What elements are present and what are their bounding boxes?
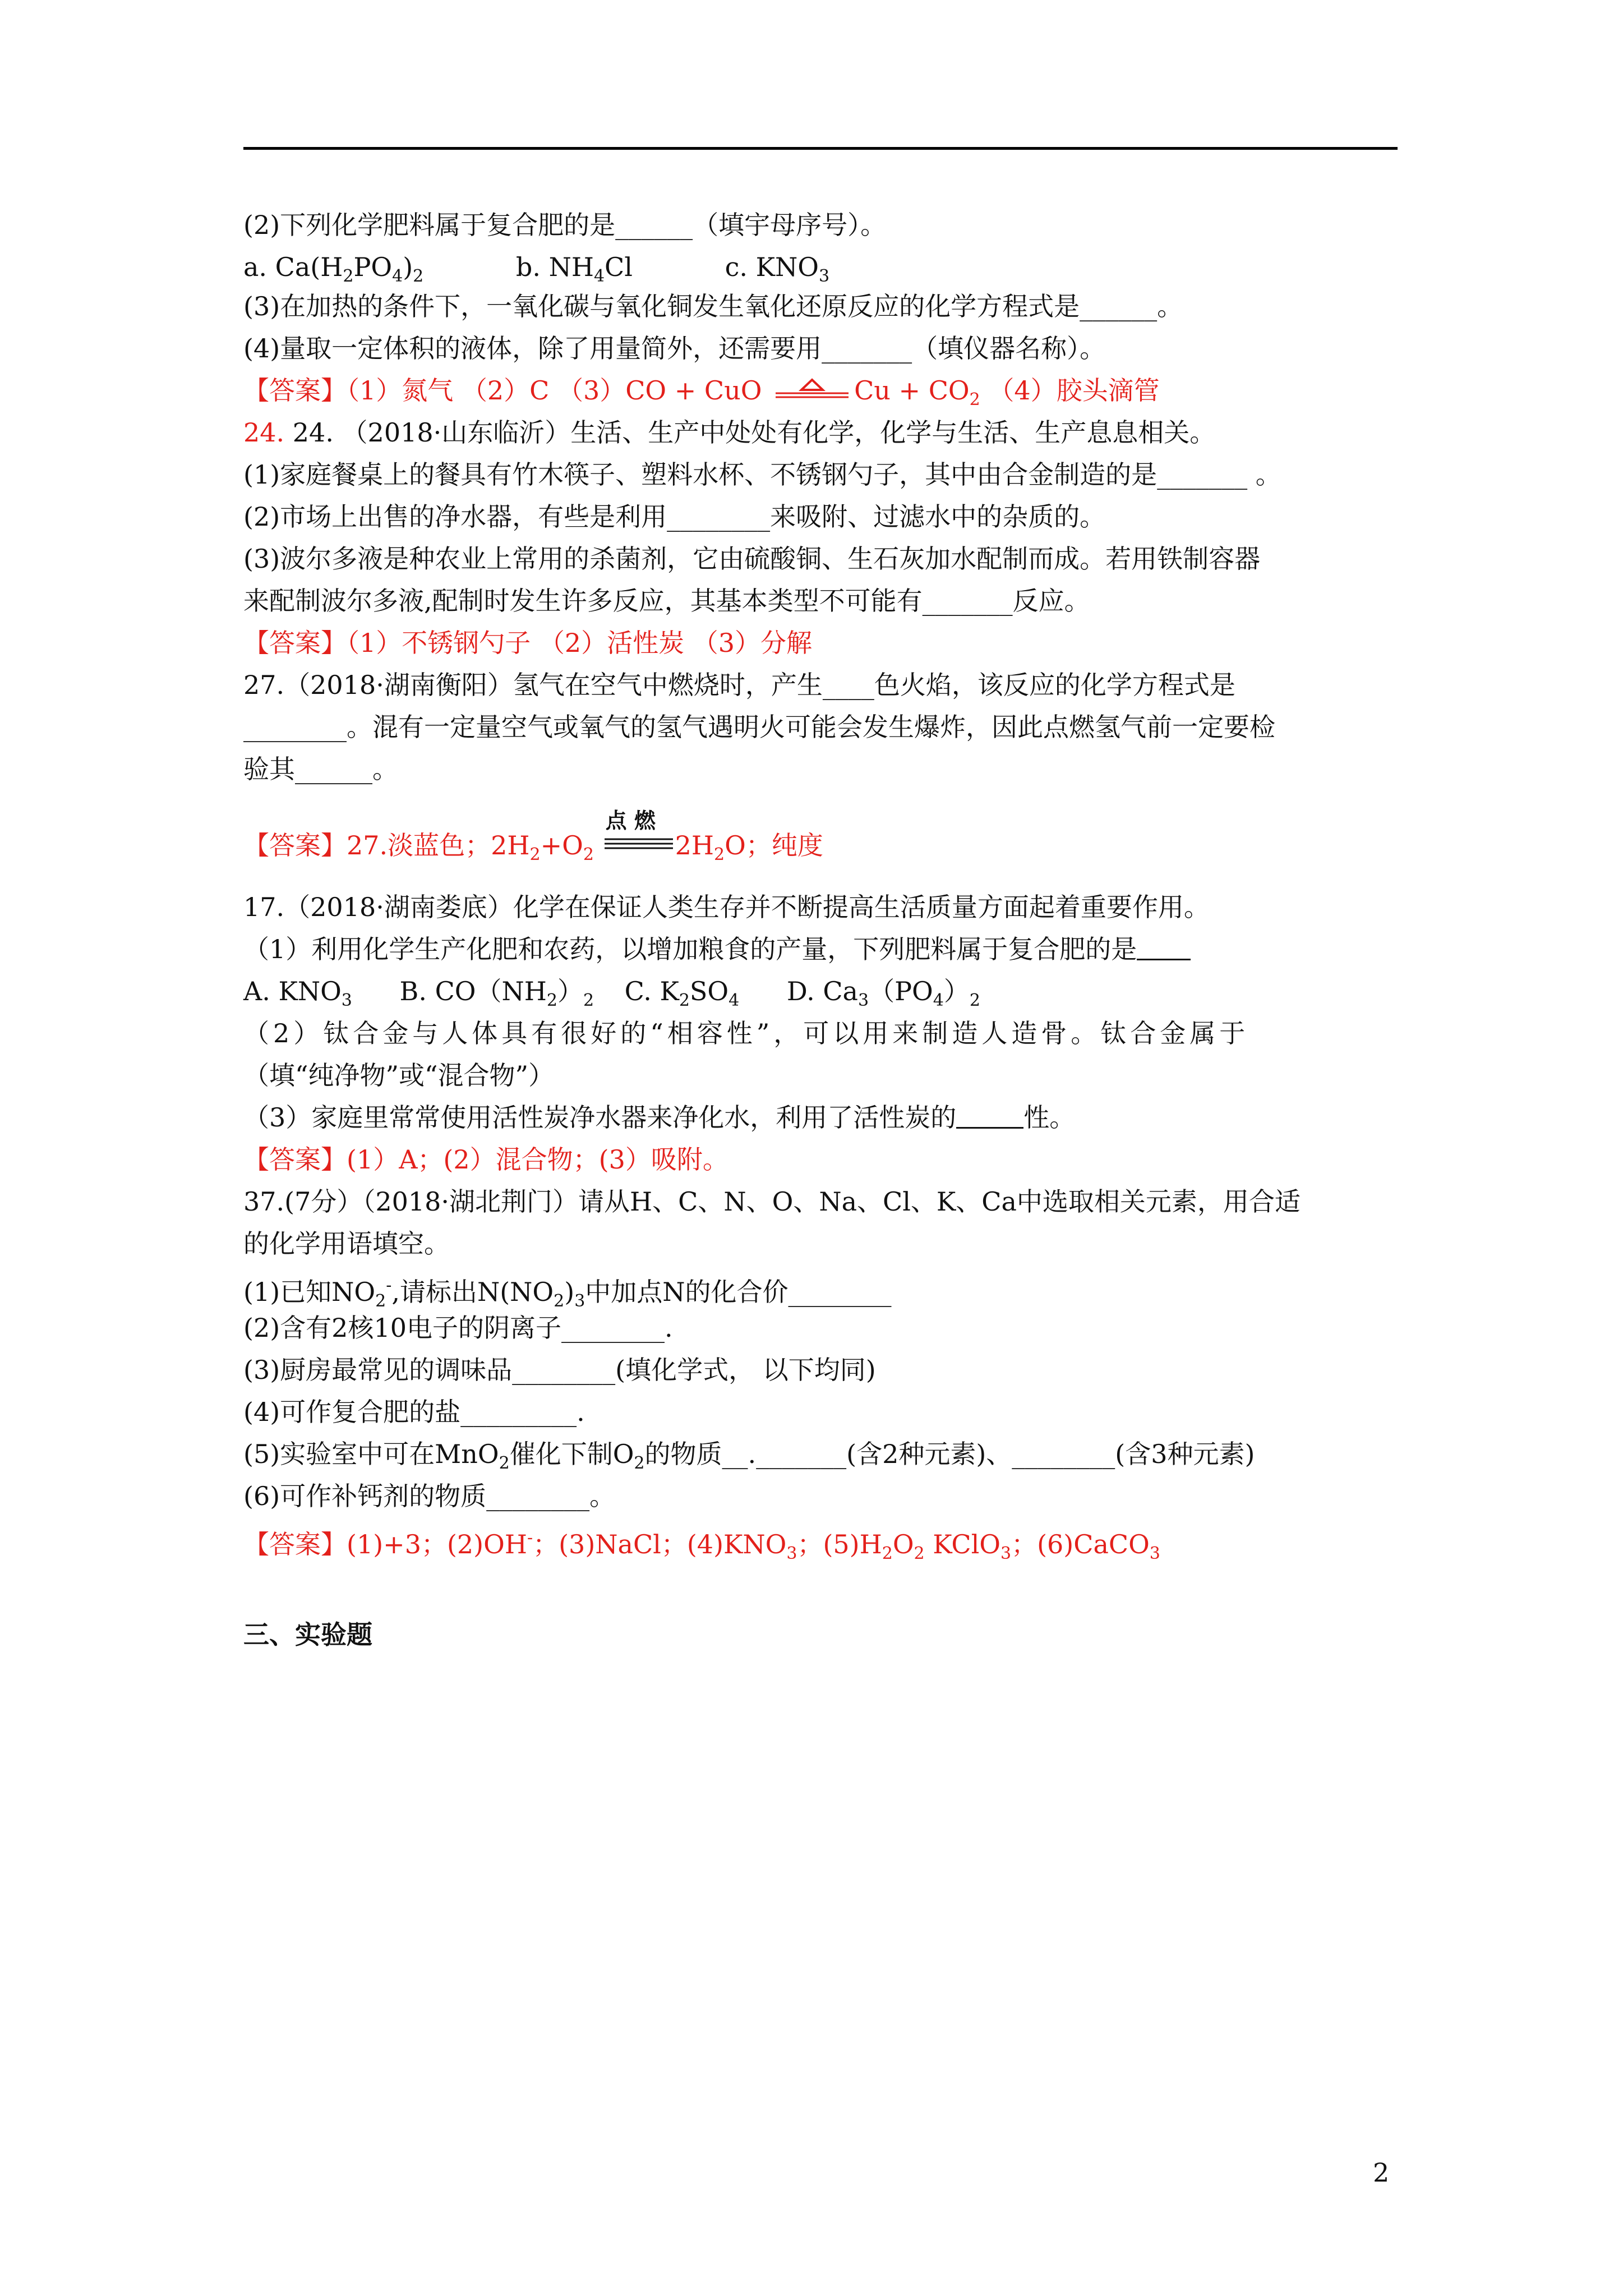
q17-options: A. $KNO_3$ B. $CO(NH_2)_2$ C. $K_2SO_4$ D. $Ca_3(PO_4)_2$ <box>243 976 980 1010</box>
q37-part6: (6)可作补钙剂的物质________。 <box>243 1481 616 1511</box>
q37-part1: (1)已知$NO_2^-$,请标出$N(NO_2)_3$中加点N的化合价________ <box>243 1276 892 1311</box>
heat-condition-icon <box>770 375 854 411</box>
q17-stem: 17.（2018·湖南娄底）化学在保证人类生存并不断提高生活质量方面起着重要作用。 <box>243 892 1210 922</box>
q27-line1: 27.（2018·湖南衡阳）氢气在空气中燃烧时，产生____色火焰，该反应的化学方程式是 <box>243 670 1235 700</box>
q23-part3: (3)在加热的条件下，一氧化碳与氧化铜发生氧化还原反应的化学方程式是______。 <box>243 291 1183 321</box>
q23-options: a. $Ca(H_2PO_4)_2$ b. $NH_4Cl$ c. $KNO_3$ <box>243 252 830 286</box>
q37-part4: (4)可作复合肥的盐_________. <box>243 1397 585 1427</box>
q37-stem-line2: 的化学用语填空。 <box>243 1228 450 1259</box>
q24-part3-line2: 来配制波尔多液,配制时发生许多反应，其基本类型不可能有_______反应。 <box>243 586 1090 616</box>
q17-part1: （1）利用化学生产化肥和农药，以增加粮食的产量，下列肥料属于复合肥的是 <box>243 933 1191 965</box>
q37-stem-line1: 37.(7分）（2018·湖北荆门）请从H、C、N、O、Na、Cl、K、Ca中选取相关元素，用合适 <box>243 1186 1301 1217</box>
q24-part2: (2)市场上出售的净水器，有些是利用________来吸附、过滤水中的杂质的。 <box>243 501 1106 532</box>
q37-part3: (3)厨房最常见的调味品________(填化学式， 以下均同) <box>243 1355 876 1385</box>
q24-part3-line1: (3)波尔多液是种农业上常用的杀菌剂，它由硫酸铜、生石灰加水配制而成。若用铁制容器 <box>243 544 1261 574</box>
ignite-condition: 点 燃 <box>605 808 656 833</box>
header-rule <box>243 147 1398 150</box>
q24-part1: (1)家庭餐桌上的餐具有竹木筷子、塑料水杯、不锈钢勺子，其中由合金制造的是_______ 。 <box>243 459 1281 490</box>
q23-part2: (2)下列化学肥料属于复合肥的是______（填宇母序号）。 <box>243 210 887 240</box>
q24-answer: 【答案】（1）不锈钢勺子 （2）活性炭 （3）分解 <box>243 628 813 658</box>
q37-part2: (2)含有2核10电子的阴离子________. <box>243 1313 673 1343</box>
q17-part2-line2: （填“纯净物”或“混合物”） <box>243 1060 555 1091</box>
q17-part2-line1: （2）钛合金与人体具有很好的“相容性”，可以用来制造人造骨。钛合金属于 <box>243 1018 1249 1048</box>
q37-answer: 【答案】(1)+3；(2)OH-；(3)NaCl；$(4)KNO_3$；$(5)H_2O_2$ KClO$_3$；(6)CaCO$_3$ <box>243 1528 1160 1563</box>
q37-part5: (5)实验室中可在MnO$_2$催化下制$O_2$的物质__._______(含2种元素)、________(含3种元素) <box>243 1439 1255 1473</box>
q23-answer: 【答案】（1）氮气 （2）C （3）CO + CuO $Cu + CO_2$ （4）胶头滴管 <box>243 375 1160 409</box>
section-heading: 三、实验题 <box>243 1619 372 1650</box>
page-number: 2 <box>1373 2157 1390 2188</box>
q27-answer: 【答案】27.淡蓝色；$2H_2+O_2$ 点 燃 $2H_2O$；纯度 <box>243 808 823 864</box>
q23-part4: (4)量取一定体积的液体，除了用量简外，还需要用_______（填仪器名称）。 <box>243 333 1106 364</box>
q27-line3: 验其______。 <box>243 754 398 784</box>
q24-stem: 24. 24. （2018·山东临沂）生活、生产中处处有化学，化学与生活、生产息息相关。 <box>243 417 1216 448</box>
q17-part3: （3）家庭里常常使用活性炭净水器来净化水，利用了活性炭的 性。 <box>243 1102 1076 1133</box>
q17-answer: 【答案】(1）A；(2）混合物；(3）吸附。 <box>243 1144 728 1175</box>
q27-line2: ________。混有一定量空气或氧气的氢气遇明火可能会发生爆炸，因此点燃氢气前一定要检 <box>243 712 1275 742</box>
